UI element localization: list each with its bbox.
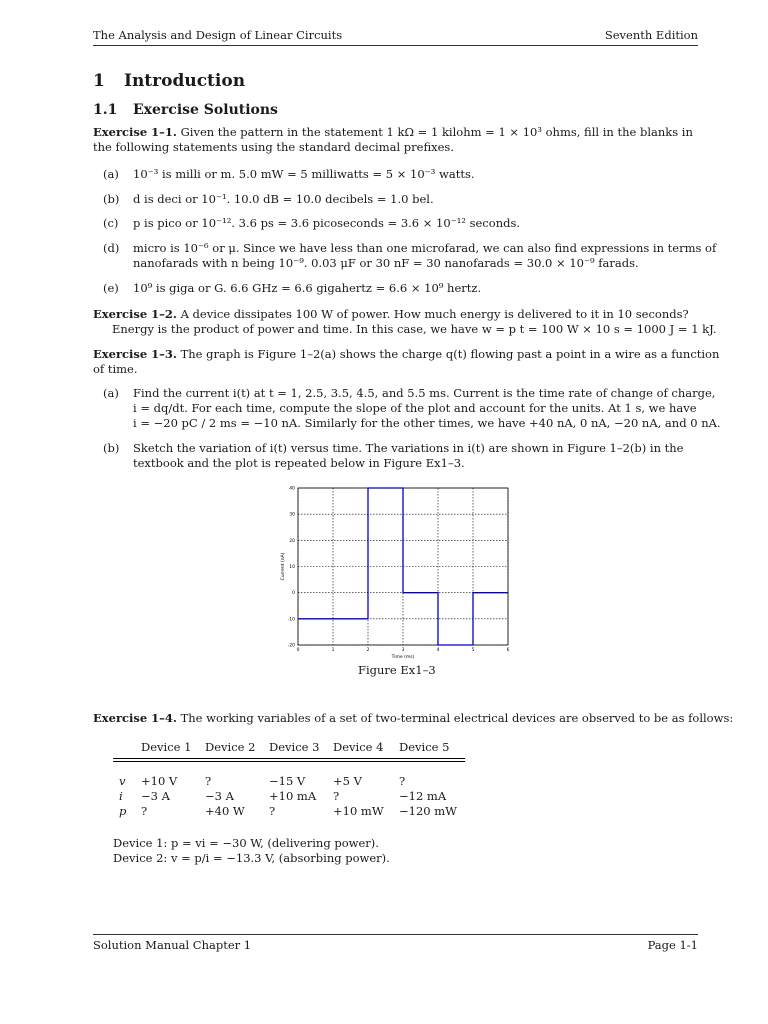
current-vs-time-chart (270, 480, 520, 662)
y-tick-label: 10 (289, 565, 295, 570)
table-cell: v (119, 774, 126, 788)
ex3-item-b (103, 441, 683, 456)
table-cell: ? (269, 804, 276, 818)
table-header-cell (113, 740, 141, 755)
item-label: (b) (103, 192, 120, 206)
table-cell: −3 A (205, 789, 234, 803)
x-tick-label: 6 (506, 648, 510, 653)
exercise-1-3-text: The graph is Figure 1–2(a) shows the charge q(t) flowing past a point in a wire as a function (180, 347, 720, 361)
item-label: (c) (103, 216, 119, 230)
exercise-1-3-label: Exercise 1–3. (93, 347, 177, 361)
ex3-item-b-line2: textbook and the plot is repeated below in Figure Ex1–3. (133, 456, 465, 470)
item-text: Find the current i(t) at t = 1, 2.5, 3.5, 4.5, and 5.5 ms. Current is the time rate of change of charge, (133, 386, 716, 400)
running-header-title: The Analysis and Design of Linear Circuits (93, 28, 343, 42)
ex1-item-d (103, 241, 716, 256)
chapter-title: Introduction (124, 71, 246, 91)
table-cell: −3 A (141, 789, 170, 803)
table-cell: ? (141, 804, 148, 818)
table-cell: i (119, 789, 123, 803)
device-1-note: Device 1: p = vi = −30 W, (delivering power). (113, 836, 379, 850)
x-tick-label: 4 (436, 648, 440, 653)
y-axis-label: Current (nA) (281, 552, 286, 581)
ex1-item-a (103, 167, 475, 182)
table-cell: +5 V (333, 774, 362, 788)
item-label: (a) (103, 167, 119, 181)
x-tick-label: 0 (296, 648, 300, 653)
exercise-1-1-text-line2: the following statements using the standard decimal prefixes. (93, 140, 454, 154)
item-label: (b) (103, 441, 120, 455)
y-tick-label: 0 (292, 591, 295, 597)
ex1-item-d-line2: nanofarads with n being 10⁻⁹. 0.03 μF or 30 nF = 30 nanofarads = 30.0 × 10⁻⁹ farads. (133, 256, 639, 270)
figure-caption: Figure Ex1–3 (358, 663, 436, 677)
table-cell: −120 mW (399, 804, 457, 818)
table-header-cell: Device 1 (141, 740, 192, 754)
table-cell: ? (333, 789, 340, 803)
x-tick-label: 3 (401, 648, 405, 653)
item-text: d is deci or 10⁻¹. 10.0 dB = 10.0 decibels = 1.0 bel. (133, 192, 434, 206)
footer-rule (93, 934, 698, 935)
item-text: Sketch the variation of i(t) versus time. The variations in i(t) are shown in Figure 1–2(b) in the (133, 441, 684, 455)
exercise-1-1-intro (93, 125, 698, 140)
exercise-1-4-label: Exercise 1–4. (93, 711, 177, 725)
table-header-row (113, 740, 465, 755)
ex1-item-c (103, 216, 520, 231)
exercise-1-3-line2: of time. (93, 362, 138, 376)
table-cell: ? (205, 774, 212, 788)
item-label: (d) (103, 241, 120, 255)
table-row (113, 774, 465, 789)
section-title: Exercise Solutions (133, 102, 278, 118)
exercise-1-4-text: The working variables of a set of two-terminal electrical devices are observed to be as follows: (180, 711, 734, 725)
exercise-1-2-line1 (93, 307, 689, 322)
table-header-cell: Device 4 (333, 740, 384, 754)
y-tick-label: 20 (289, 538, 295, 544)
table-cell: +40 W (205, 804, 245, 818)
header-rule (93, 45, 698, 46)
y-tick-label: 40 (289, 486, 295, 492)
section-number: 1.1 (93, 102, 118, 118)
table-cell: +10 mA (269, 789, 317, 803)
item-text: 10⁹ is giga or G. 6.6 GHz = 6.6 gigahertz = 6.6 × 10⁹ hertz. (133, 281, 482, 295)
ex1-item-e (103, 281, 481, 296)
exercise-1-3-line1 (93, 347, 719, 362)
running-header-edition: Seventh Edition (604, 28, 698, 42)
exercise-1-4-line1 (93, 711, 733, 726)
table-cell: −15 V (269, 774, 306, 788)
chapter-number: 1 (93, 71, 105, 91)
exercise-1-1-label: Exercise 1–1. (93, 125, 177, 139)
table-cell: p (119, 804, 127, 818)
x-axis-label: Time (ms) (391, 655, 415, 660)
exercise-1-2-label: Exercise 1–2. (93, 307, 177, 321)
device-table (113, 740, 465, 819)
x-tick-label: 5 (471, 648, 475, 653)
table-header-cell: Device 2 (205, 740, 256, 754)
item-text: micro is 10⁻⁶ or μ. Since we have less than one microfarad, we can also find expressions in terms of (133, 241, 717, 255)
y-tick-label: -20 (287, 643, 295, 649)
item-label: (a) (103, 386, 119, 400)
y-tick-label: 30 (289, 512, 295, 518)
table-cell: +10 V (141, 774, 178, 788)
x-tick-label: 2 (366, 648, 370, 653)
table-row (113, 804, 465, 819)
ex3-item-a-line2: i = dq/dt. For each time, compute the slope of the plot and account for the units. At 1 s, we have (133, 401, 697, 415)
item-text: p is pico or 10⁻¹². 3.6 ps = 3.6 picoseconds = 3.6 × 10⁻¹² seconds. (133, 216, 521, 230)
exercise-1-2-text: A device dissipates 100 W of power. How much energy is delivered to it in 10 seconds? (180, 307, 689, 321)
exercise-1-1-text-line1: Given the pattern in the statement 1 kΩ = 1 kilohm = 1 × 10³ ohms, fill in the blanks in (180, 125, 693, 139)
ex1-item-b (103, 192, 434, 207)
y-tick-label: -10 (287, 617, 295, 623)
footer-manual-chapter: Solution Manual Chapter 1 (93, 938, 252, 952)
x-tick-label: 1 (331, 648, 335, 653)
item-text: 10⁻³ is milli or m. 5.0 mW = 5 milliwatts = 5 × 10⁻³ watts. (133, 167, 475, 181)
ex3-item-a-line3: i = −20 pC / 2 ms = −10 nA. Similarly for the other times, we have +40 nA, 0 nA, −20 nA, and 0 nA. (133, 416, 721, 430)
table-header-cell: Device 3 (269, 740, 320, 754)
exercise-1-2-line2: Energy is the product of power and time. In this case, we have w = p t = 100 W × 10 s = 1000 J = 1 kJ. (112, 322, 717, 336)
device-2-note: Device 2: v = p/i = −13.3 V, (absorbing power). (113, 851, 390, 865)
ex3-item-a (103, 386, 715, 401)
footer-page-number: Page 1-1 (647, 938, 698, 952)
table-header-cell: Device 5 (399, 740, 450, 754)
table-cell: ? (399, 774, 406, 788)
table-cell: −12 mA (399, 789, 447, 803)
item-label: (e) (103, 281, 119, 295)
table-row (113, 789, 465, 804)
table-cell: +10 mW (333, 804, 384, 818)
